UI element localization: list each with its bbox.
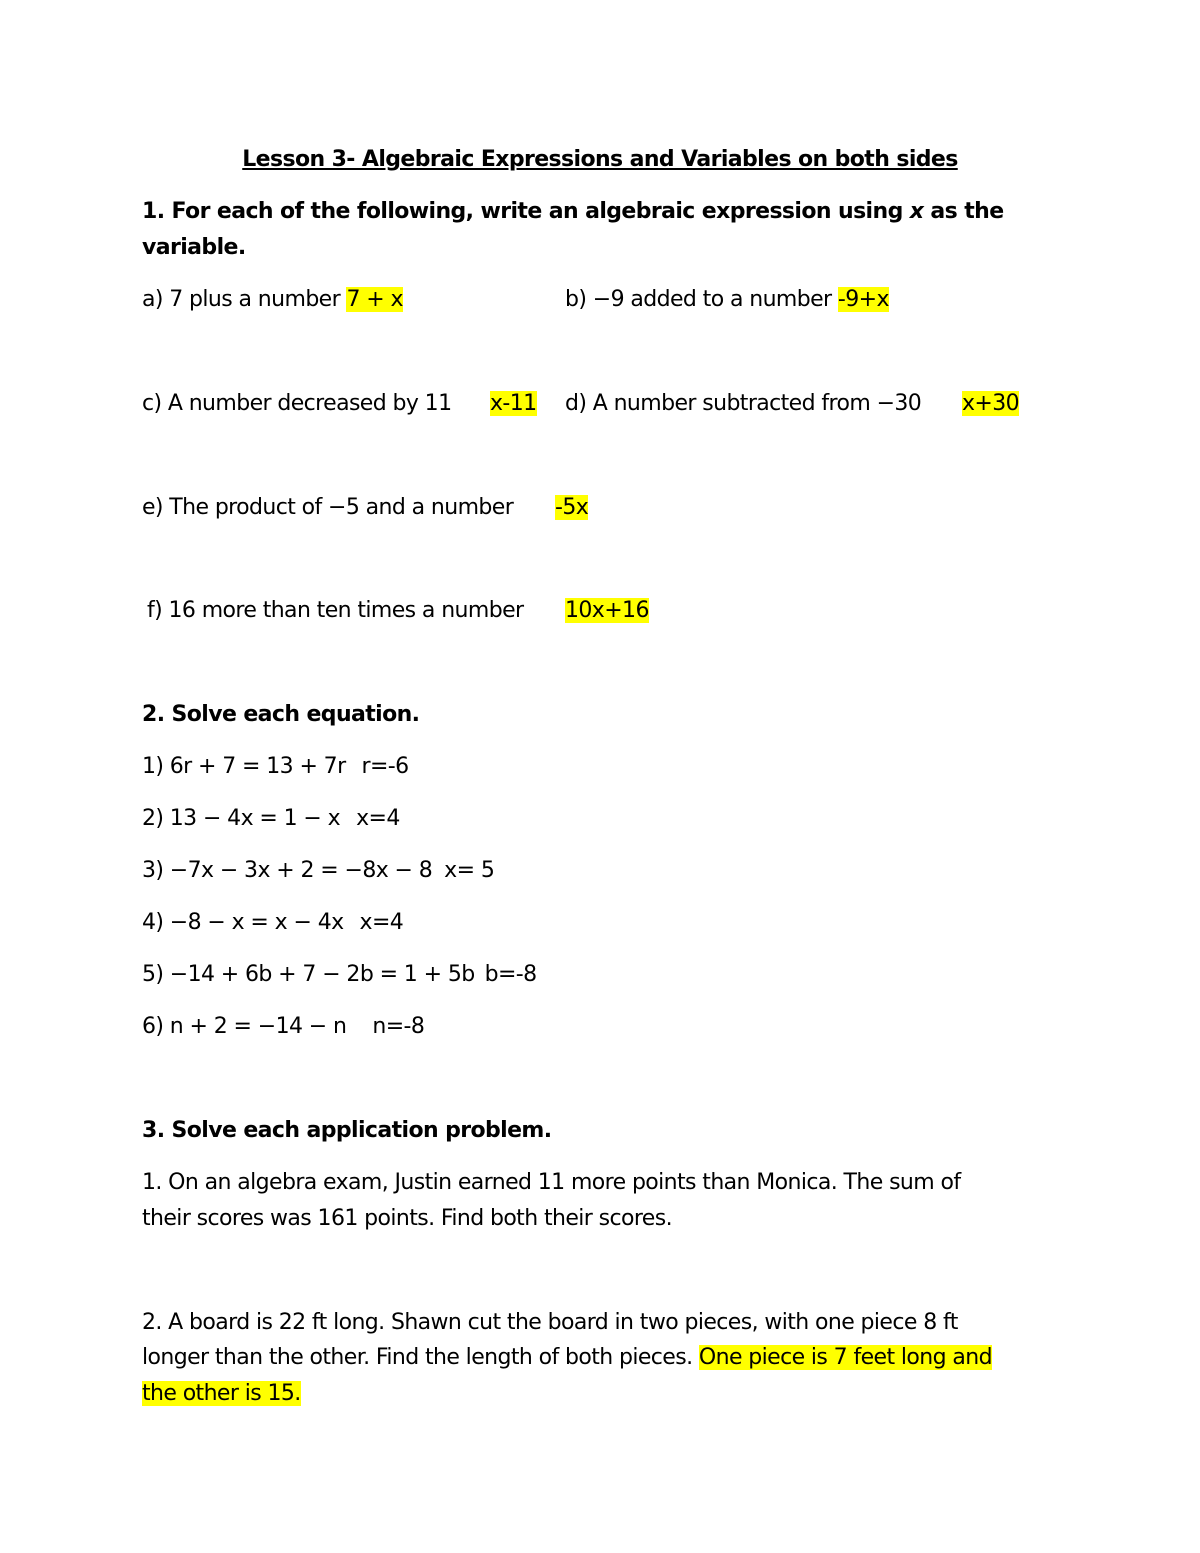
equation-answer: x=4 [356, 806, 400, 831]
section1-heading-part-a: 1. For each of the following, write an algebraic expression using [142, 199, 910, 224]
equation-answer: r=-6 [361, 754, 409, 779]
expression-item-f [147, 597, 523, 625]
expression-item-e-answer-wrap [555, 494, 588, 522]
equation-item-1 [142, 753, 409, 781]
problem2-line3 [142, 1380, 301, 1408]
page-title: Lesson 3- Algebraic Expressions and Variables on both sides [242, 147, 958, 172]
expression-prompt: f) 16 more than ten times a number [147, 598, 524, 623]
problem2-answer-part2: the other is 15. [142, 1381, 301, 1406]
equation-item-3 [142, 857, 494, 885]
expression-item-c-answer-wrap [490, 390, 537, 418]
expression-item-d-answer-wrap [962, 390, 1019, 418]
problem1-line1: 1. On an algebra exam, Justin earned 11 more points than Monica. The sum of [142, 1170, 961, 1195]
expression-prompt: d) A number subtracted from −30 [565, 391, 922, 416]
expression-prompt: e) The product of −5 and a number [142, 495, 514, 520]
section1-heading-line2: variable. [142, 235, 246, 260]
equation-text: 4) −8 − x = x − 4x [142, 910, 344, 935]
expression-prompt: c) A number decreased by 11 [142, 391, 452, 416]
expression-item-a [142, 286, 403, 314]
equation-text: 6) n + 2 = −14 − n [142, 1014, 347, 1039]
problem2-line1: 2. A board is 22 ft long. Shawn cut the board in two pieces, with one piece 8 ft [142, 1310, 958, 1335]
expression-prompt: a) 7 plus a number [142, 287, 347, 312]
equation-answer: x= 5 [444, 858, 495, 883]
section2-heading: 2. Solve each equation. [142, 702, 420, 727]
equation-text: 3) −7x − 3x + 2 = −8x − 8 [142, 858, 433, 883]
expression-answer: 10x+16 [565, 598, 649, 623]
expression-answer: 7 + x [346, 287, 403, 312]
expression-answer: -5x [555, 495, 589, 520]
equation-answer: n=-8 [372, 1014, 425, 1039]
expression-answer: x+30 [962, 391, 1020, 416]
problem2-line2 [142, 1344, 992, 1372]
expression-prompt: b) −9 added to a number [565, 287, 838, 312]
equation-answer: b=-8 [484, 962, 537, 987]
expression-item-d [565, 390, 921, 418]
equation-item-5 [142, 961, 537, 989]
expression-answer: -9+x [837, 287, 889, 312]
section1-heading-variable: x [909, 199, 924, 224]
equation-text: 2) 13 − 4x = 1 − x [142, 806, 341, 831]
problem2-answer-part1: One piece is 7 feet long and [698, 1345, 992, 1370]
expression-item-f-answer-wrap [565, 597, 649, 625]
expression-answer: x-11 [490, 391, 537, 416]
equation-item-6 [142, 1013, 424, 1041]
section1-heading-part-b: as the [923, 199, 1004, 224]
equation-text: 5) −14 + 6b + 7 − 2b = 1 + 5b [142, 962, 475, 987]
expression-item-e [142, 494, 513, 522]
equation-answer: x=4 [359, 910, 404, 935]
equation-item-2 [142, 805, 400, 833]
section3-heading: 3. Solve each application problem. [142, 1118, 552, 1143]
equation-text: 1) 6r + 7 = 13 + 7r [142, 754, 346, 779]
section1-heading-line1 [142, 198, 1004, 226]
equation-item-4 [142, 909, 403, 937]
expression-item-c [142, 390, 451, 418]
problem2-text: longer than the other. Find the length of both pieces. [142, 1345, 699, 1370]
problem1-line2: their scores was 161 points. Find both their scores. [142, 1206, 672, 1231]
expression-item-b [565, 286, 889, 314]
